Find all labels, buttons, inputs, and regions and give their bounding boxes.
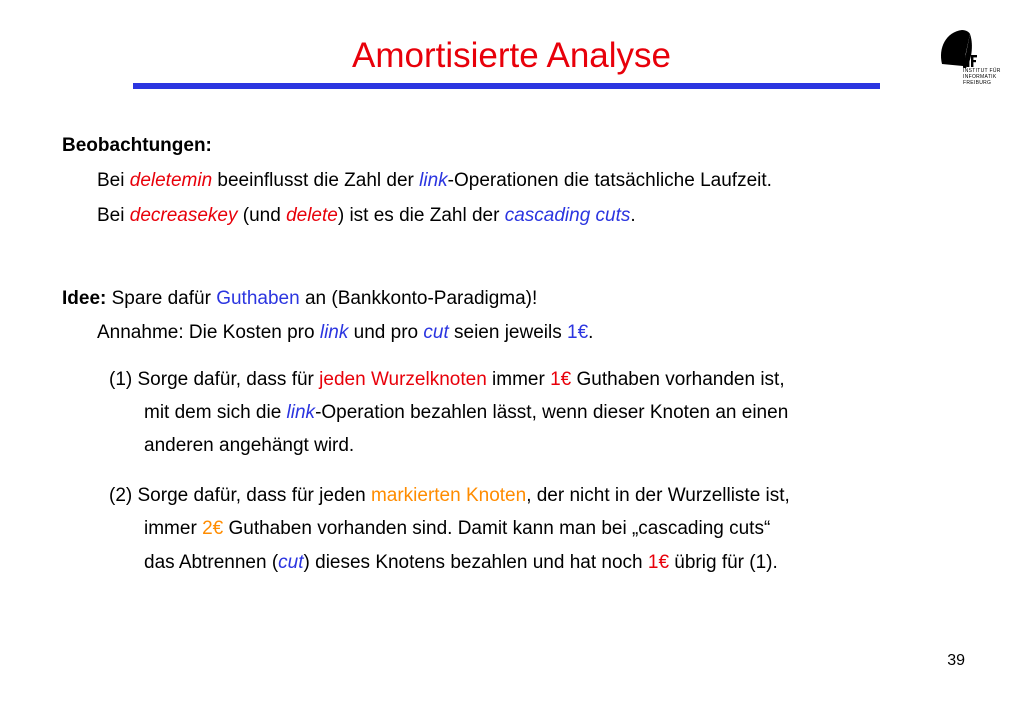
emph-cut: cut bbox=[278, 552, 304, 573]
text-segment: . bbox=[630, 205, 636, 226]
point2-line-3 bbox=[144, 551, 778, 575]
text-segment: übrig für (1). bbox=[669, 552, 778, 573]
emph-link: link bbox=[286, 402, 316, 423]
point1-line-3: anderen angehängt wird. bbox=[144, 435, 355, 456]
emph-two-euro: 2€ bbox=[202, 518, 224, 539]
page-number: 39 bbox=[947, 652, 965, 669]
text-segment: ) dieses Knotens bezahlen und hat noch bbox=[303, 552, 648, 573]
text-segment: (2) Sorge dafür, dass für jeden bbox=[109, 485, 371, 506]
emph-guthaben: Guthaben bbox=[216, 288, 300, 309]
text-segment: an (Bankkonto-Paradigma)! bbox=[299, 288, 538, 309]
idee-line-2 bbox=[97, 321, 593, 345]
emph-jeden-wurzelknoten: jeden Wurzelknoten bbox=[319, 369, 487, 390]
logo-line-2: INFORMATIK bbox=[963, 74, 997, 80]
text-segment: mit dem sich die bbox=[144, 402, 287, 423]
emph-link: link bbox=[319, 322, 349, 343]
obs-heading: Beobachtungen: bbox=[62, 135, 212, 156]
point2-line-1 bbox=[109, 484, 790, 508]
text-segment: -Operation bezahlen lässt, wenn dieser Knoten an einen bbox=[315, 402, 789, 423]
idee-line-1 bbox=[62, 287, 537, 311]
emph-link: link bbox=[419, 170, 448, 191]
text-segment: (1) Sorge dafür, dass für bbox=[109, 369, 320, 390]
text-segment: , der nicht in der Wurzelliste ist, bbox=[526, 485, 790, 506]
text-segment: Bei bbox=[97, 205, 130, 226]
emph-delete: delete bbox=[286, 205, 338, 226]
text-segment: (und bbox=[237, 205, 287, 226]
logo-line-3: FREIBURG bbox=[963, 80, 992, 86]
emph-one-euro: 1€ bbox=[567, 322, 589, 343]
emph-cut: cut bbox=[423, 322, 449, 343]
text-segment: Spare dafür bbox=[106, 288, 217, 309]
text-segment: das Abtrennen ( bbox=[144, 552, 279, 573]
text-segment: seien jeweils bbox=[448, 322, 568, 343]
obs-line-1 bbox=[97, 169, 772, 193]
text-segment: Bei bbox=[97, 170, 130, 191]
emph-decreasekey: decreasekey bbox=[129, 205, 238, 226]
text-segment: Guthaben vorhanden sind. Damit kann man bei „cascading cuts“ bbox=[223, 518, 771, 539]
emph-cascading-cuts: cascading cuts bbox=[504, 205, 631, 226]
slide-title: Amortisierte Analyse bbox=[351, 36, 672, 75]
iif-logo bbox=[936, 20, 1001, 90]
idee-label: Idee: bbox=[62, 288, 107, 309]
text-segment: beeinflusst die Zahl der bbox=[212, 170, 420, 191]
obs-line-2 bbox=[97, 204, 636, 228]
emph-deletemin: deletemin bbox=[129, 170, 213, 191]
text-segment: und pro bbox=[348, 322, 424, 343]
point1-line-1 bbox=[109, 368, 785, 392]
text-segment: Annahme: Die Kosten pro bbox=[97, 322, 320, 343]
text-segment: ) ist es die Zahl der bbox=[337, 205, 505, 226]
text-segment: . bbox=[588, 322, 594, 343]
text-segment: -Operationen die tatsächliche Laufzeit. bbox=[447, 170, 772, 191]
emph-markierten-knoten: markierten Knoten bbox=[370, 485, 527, 506]
logo-line-1: INSTITUT FÜR bbox=[963, 68, 1001, 74]
emph-one-euro: 1€ bbox=[647, 552, 670, 573]
emph-one-euro: 1€ bbox=[550, 369, 572, 390]
text-segment: Guthaben vorhanden ist, bbox=[571, 369, 785, 390]
point1-line-2 bbox=[144, 401, 788, 425]
text-segment: immer bbox=[486, 369, 551, 390]
point2-line-2 bbox=[144, 517, 770, 541]
title-underline bbox=[133, 83, 880, 89]
text-segment: immer bbox=[144, 518, 203, 539]
